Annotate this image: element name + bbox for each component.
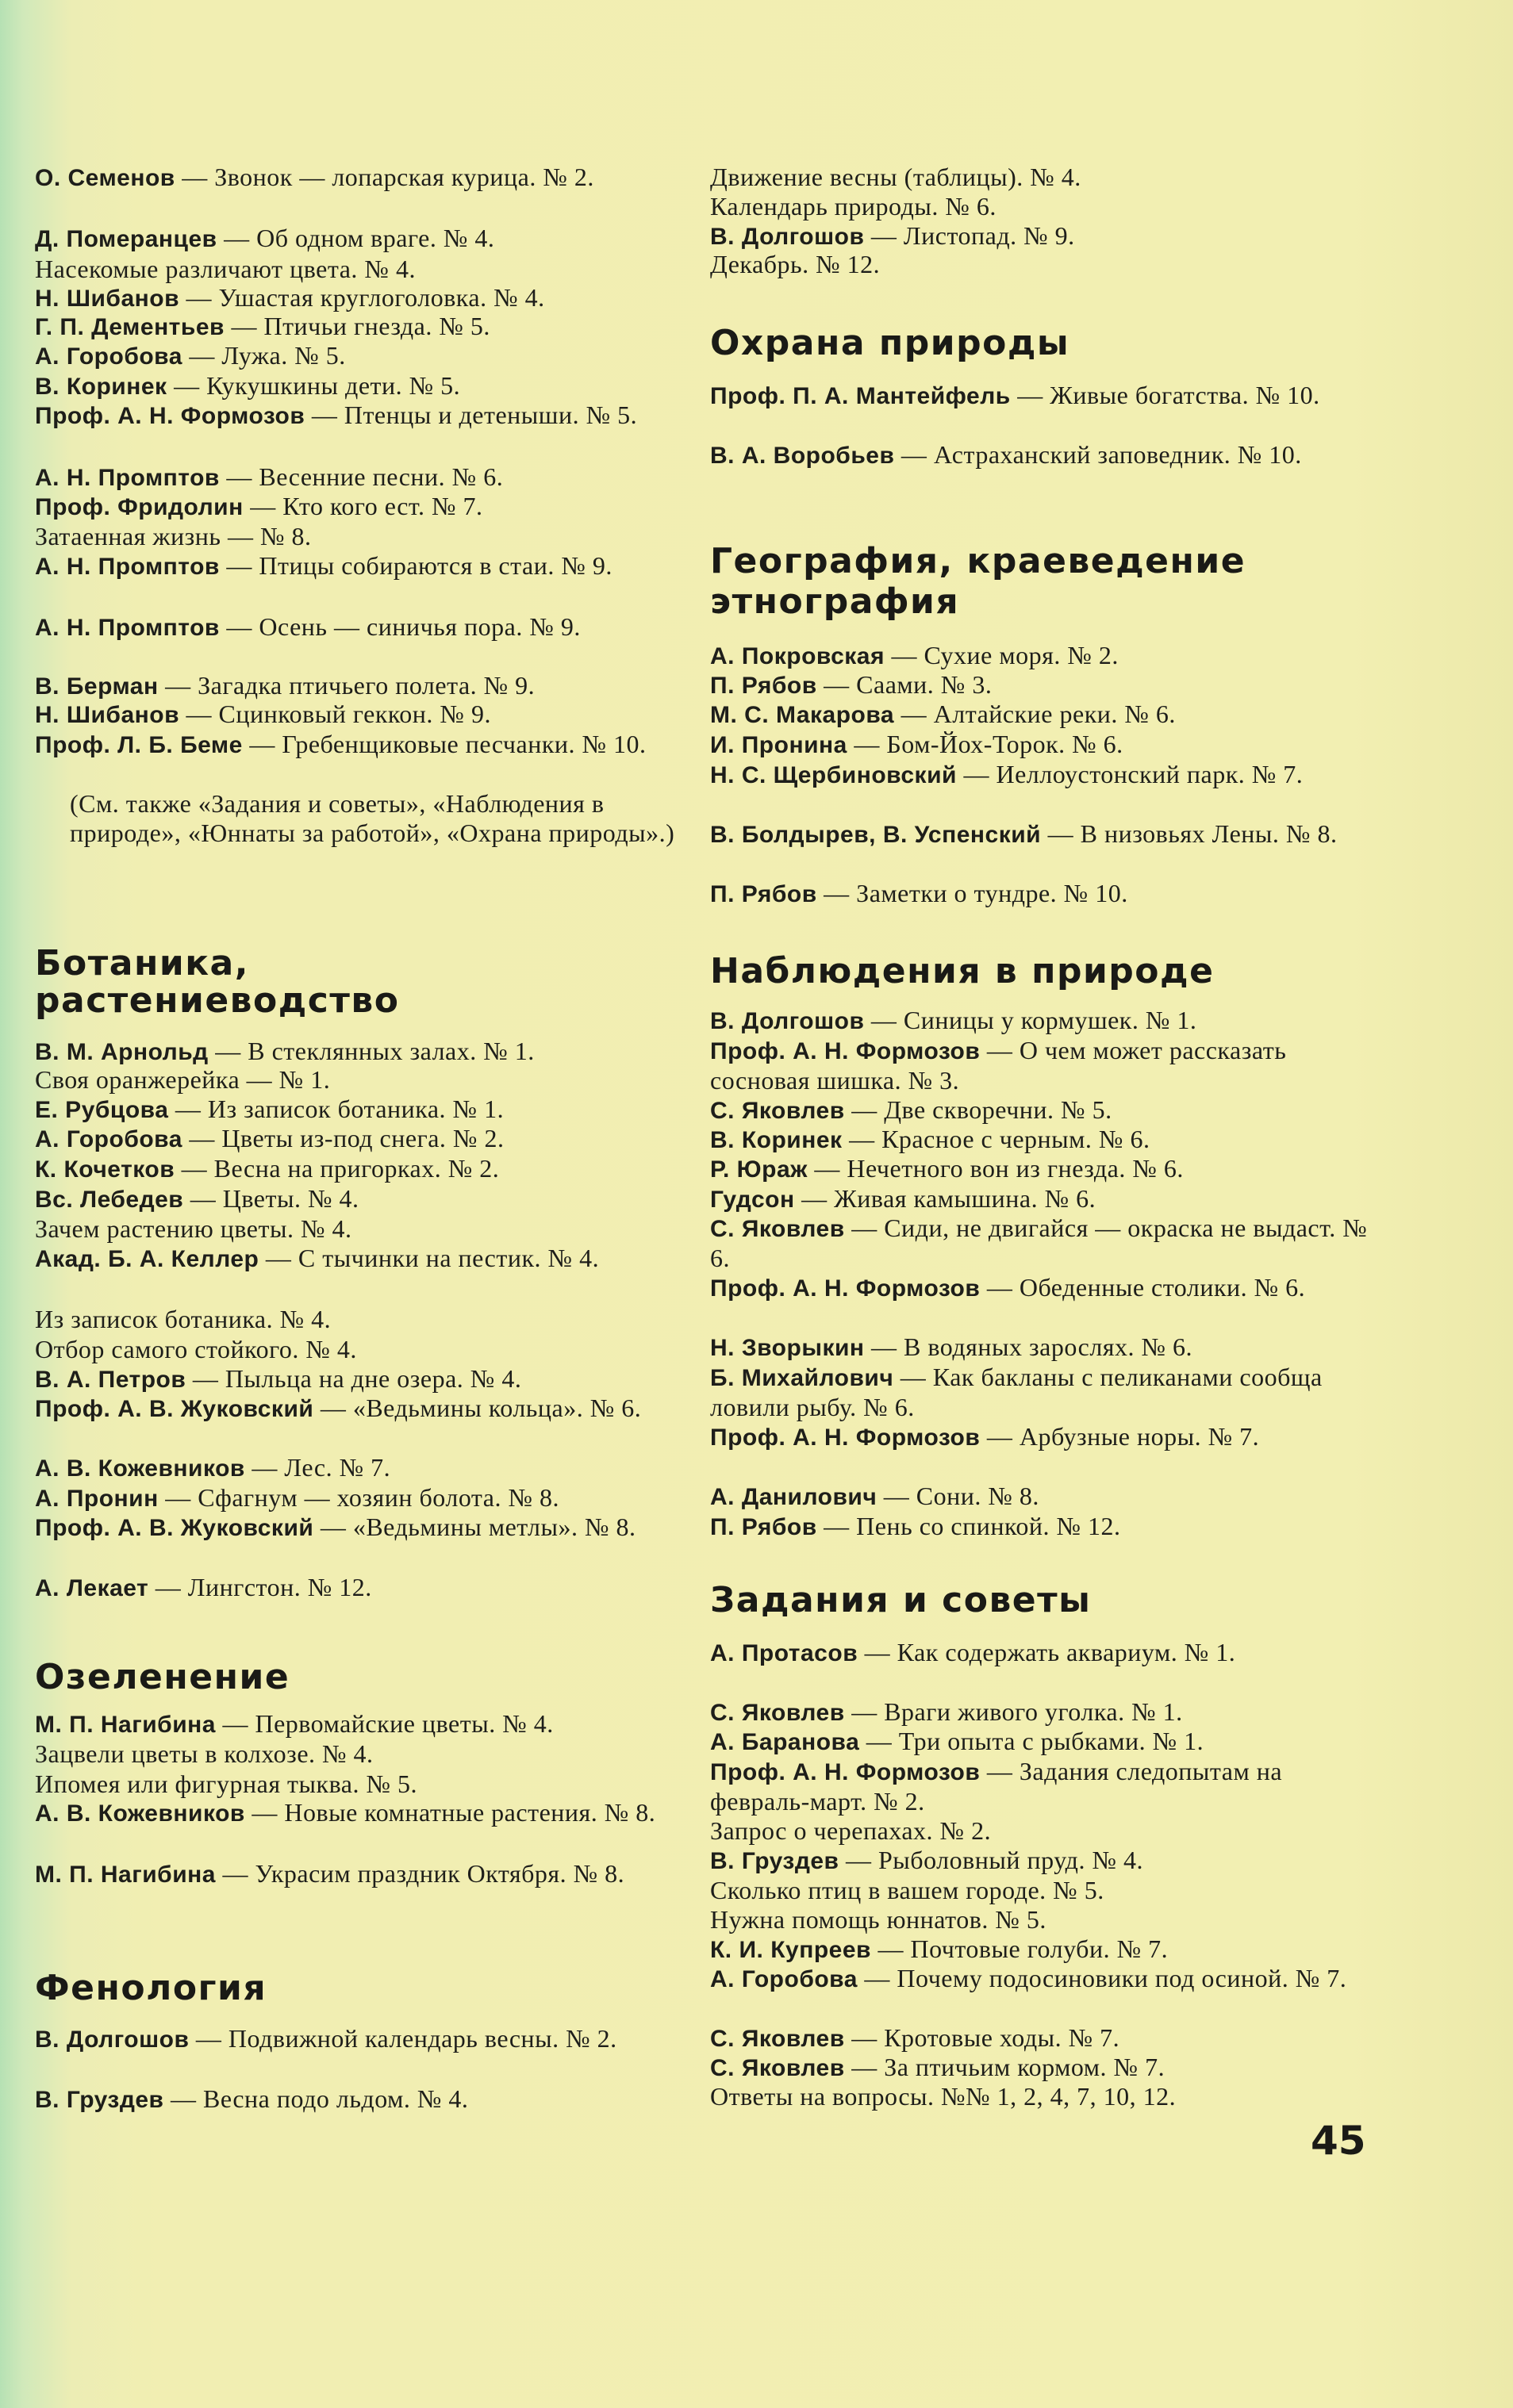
index-entry [710, 670, 1369, 700]
index-entry [710, 1184, 1369, 1214]
entry-author: В. А. Воробьев [710, 443, 895, 469]
entry-title: — Задания следопытам на февраль-март. № 2. [710, 1757, 1283, 1816]
page-number: 45 [1311, 2118, 1366, 2164]
entry-author: О. Семенов [35, 165, 175, 191]
section-heading: Ботаника, [35, 943, 249, 984]
entry-author: А. В. Кожевников [35, 1455, 245, 1482]
entry-title: — Лингстон. № 12. [148, 1573, 372, 1601]
index-entry [710, 760, 1369, 790]
index-entry [35, 671, 685, 701]
entry-title: — Живая камышина. № 6. [794, 1184, 1096, 1213]
entry-author: П. Рябов [710, 881, 817, 907]
entry-title: — Кукушкины дети. № 5. [167, 371, 461, 400]
section-heading: Охрана природы [710, 323, 1070, 363]
index-entry [35, 1859, 685, 1889]
index-entry [35, 1364, 685, 1394]
index-entry [710, 1816, 1369, 1846]
entry-title: — Сони. № 8. [877, 1482, 1039, 1510]
entry-title: — Рыболовный пруд. № 4. [839, 1846, 1143, 1874]
entry-author: А. Горобова [710, 1966, 858, 1992]
index-entry [35, 1573, 685, 1603]
entry-author: Акад. Б. А. Келлер [35, 1246, 259, 1272]
index-entry [35, 1394, 685, 1424]
entry-title: — Обеденные столики. № 6. [980, 1273, 1306, 1302]
index-entry [35, 2084, 685, 2115]
index-entry [710, 381, 1369, 411]
entry-title: — Алтайские реки. № 6. [894, 700, 1176, 728]
index-entry [710, 1422, 1369, 1452]
entry-title: — Как содержать аквариум. № 1. [858, 1638, 1236, 1666]
index-entry [710, 1964, 1369, 1994]
entry-title: — Почему подосиновики под осиной. № 7. [857, 1964, 1347, 1992]
index-entry [710, 641, 1369, 671]
index-entry [710, 1125, 1369, 1155]
index-entry [35, 1709, 685, 1739]
entry-author: К. И. Купреев [710, 1937, 871, 1963]
index-entry [710, 730, 1369, 760]
entry-title: Отбор самого стойкого. № 4. [35, 1335, 357, 1363]
entry-title: Запрос о черепахах. № 2. [710, 1816, 992, 1845]
entry-title: — О чем может рассказать сосновая шишка. № 3. [710, 1036, 1287, 1095]
entry-author: Проф. А. В. Жуковский [35, 1396, 314, 1422]
index-entry [35, 551, 685, 581]
entry-author: К. Кочетков [35, 1156, 175, 1183]
entry-author: Проф. А. Н. Формозов [35, 403, 305, 429]
index-entry [35, 341, 685, 371]
entry-title: — Новые комнатные растения. № 8. [244, 1798, 656, 1827]
index-entry [35, 163, 685, 193]
entry-title: Декабрь. № 12. [710, 250, 881, 278]
entry-author: М. С. Макарова [710, 702, 895, 728]
entry-author: Н. Зворыкин [710, 1335, 865, 1361]
entry-title: Зачем растению цветы. № 4. [35, 1214, 352, 1243]
index-entry [35, 371, 685, 401]
entry-title: Насекомые различают цвета. № 4. [35, 255, 416, 283]
index-entry [35, 283, 685, 313]
entry-author: А. Лекает [35, 1575, 149, 1601]
entry-title: — Из записок ботаника. № 1. [168, 1095, 505, 1123]
index-entry [710, 1638, 1369, 1668]
entry-author: Н. Шибанов [35, 286, 180, 312]
entry-title: — Гребенщиковые песчанки. № 10. [242, 730, 647, 758]
index-entry [710, 1154, 1369, 1184]
entry-title: — В низовьях Лены. № 8. [1041, 819, 1338, 848]
entry-title: (См. также «Задания и советы», «Наблюдения в природе», «Юннаты за работой», «Охрана природы».) [70, 789, 675, 847]
entry-author: В. Берман [35, 673, 159, 700]
entry-title: — Весна на пригорках. № 2. [175, 1154, 500, 1183]
entry-author: Д. Померанцев [35, 226, 217, 252]
index-entry [35, 522, 685, 551]
index-entry [710, 700, 1369, 730]
entry-title: — Заметки о тундре. № 10. [816, 879, 1128, 907]
entry-author: В. Долгошов [710, 224, 865, 250]
index-entry [710, 1697, 1369, 1727]
entry-author: А. Н. Промптов [35, 554, 220, 580]
entry-title: — Как бакланы с пеликанами сообща ловили рыбу. № 6. [710, 1363, 1323, 1421]
entry-author: А. Данилович [710, 1484, 877, 1510]
entry-author: В. Болдырев, В. Успенский [710, 822, 1042, 848]
section-heading: Задания и советы [710, 1580, 1092, 1620]
index-entry [35, 1065, 685, 1095]
section-heading: этнография [710, 581, 960, 622]
entry-title: — Весенние песни. № 6. [219, 462, 504, 491]
index-entry [35, 1095, 685, 1125]
index-entry [710, 221, 1369, 251]
index-entry [710, 1934, 1369, 1965]
entry-author: И. Пронина [710, 732, 847, 758]
entry-author: Проф. А. Н. Формозов [710, 1275, 981, 1302]
index-entry [35, 492, 685, 522]
index-entry [710, 250, 1369, 279]
index-entry [710, 1363, 1369, 1422]
index-entry [710, 1482, 1369, 1512]
entry-title: — Сиди, не двигайся — окраска не выдаст. № 6. [710, 1214, 1368, 1272]
index-entry [35, 1739, 685, 1769]
entry-title: — Об одном враге. № 4. [217, 224, 495, 252]
index-entry [710, 2082, 1369, 2111]
index-entry [35, 1154, 685, 1184]
index-entry [35, 789, 685, 848]
section-heading: География, краеведение [710, 541, 1246, 581]
entry-author: П. Рябов [710, 673, 817, 699]
entry-author: С. Яковлев [710, 2055, 845, 2081]
entry-title: — Саами. № 3. [816, 670, 993, 699]
entry-title: — Ушастая круглоголовка. № 4. [179, 283, 545, 312]
entry-title: Ответы на вопросы. №№ 1, 2, 4, 7, 10, 12. [710, 2082, 1177, 2111]
section-heading: Озеленение [35, 1657, 290, 1697]
entry-title: Движение весны (таблицы). № 4. [710, 163, 1081, 191]
entry-title: — Сцинковый геккон. № 9. [179, 700, 491, 728]
entry-title: — Сухие моря. № 2. [884, 641, 1119, 669]
entry-author: Гудсон [710, 1187, 795, 1213]
index-entry [35, 1124, 685, 1154]
entry-title: — Листопад. № 9. [864, 221, 1075, 250]
entry-title: — Первомайские цветы. № 4. [215, 1709, 554, 1738]
entry-title: — Цветы. № 4. [183, 1184, 359, 1213]
entry-title: — Почтовые голуби. № 7. [870, 1934, 1169, 1963]
entry-author: В. Коринек [35, 374, 167, 400]
index-entry [710, 2023, 1369, 2053]
index-entry [35, 730, 685, 760]
entry-title: — Синицы у кормушек. № 1. [864, 1006, 1197, 1034]
entry-title: — Лужа. № 5. [182, 341, 346, 370]
entry-title: — В водяных зарослях. № 6. [864, 1332, 1193, 1361]
index-entry [710, 819, 1369, 849]
entry-author: Проф. А. В. Жуковский [35, 1515, 314, 1541]
entry-title: Нужна помощь юннатов. № 5. [710, 1905, 1046, 1934]
entry-author: В. Долгошов [35, 2026, 190, 2053]
entry-title: — Загадка птичьего полета. № 9. [158, 671, 536, 700]
entry-author: В. А. Петров [35, 1367, 186, 1393]
entry-title: Своя оранжерейка — № 1. [35, 1065, 331, 1094]
entry-author: Г. П. Дементьев [35, 314, 225, 340]
entry-author: А. Н. Промптов [35, 465, 220, 491]
entry-author: М. П. Нагибина [35, 1712, 216, 1738]
entry-author: Проф. Фридолин [35, 494, 244, 520]
entry-title: — Пень со спинкой. № 12. [816, 1512, 1121, 1540]
entry-author: А. Покровская [710, 643, 885, 669]
index-entry [710, 1006, 1369, 1036]
entry-title: — Птичьи гнезда. № 5. [224, 312, 490, 340]
entry-author: Вс. Лебедев [35, 1187, 184, 1213]
entry-author: Н. С. Щербиновский [710, 762, 957, 788]
entry-title: — Сфагнум — хозяин болота. № 8. [158, 1483, 559, 1512]
index-entry [35, 401, 685, 431]
index-entry [710, 1512, 1369, 1542]
entry-author: Проф. А. Н. Формозов [710, 1759, 981, 1785]
index-entry [35, 2024, 685, 2054]
entry-title: — Птенцы и детеныши. № 5. [305, 401, 638, 429]
entry-author: С. Яковлев [710, 1216, 845, 1242]
entry-title: — Украсим праздник Октября. № 8. [215, 1859, 625, 1888]
index-entry [35, 612, 685, 642]
entry-title: Сколько птиц в вашем городе. № 5. [710, 1876, 1104, 1904]
index-entry [710, 1727, 1369, 1757]
entry-title: — Нечетного вон из гнезда. № 6. [807, 1154, 1184, 1183]
entry-title: — «Ведьмины метлы». № 8. [313, 1513, 636, 1541]
entry-author: Р. Юраж [710, 1156, 808, 1183]
entry-title: — Осень — синичья пора. № 9. [219, 612, 581, 641]
section-heading: Фенология [35, 1968, 267, 2008]
entry-author: Проф. А. Н. Формозов [710, 1424, 981, 1451]
entry-author: А. Баранова [710, 1729, 860, 1755]
entry-author: В. Долгошов [710, 1008, 865, 1034]
entry-author: А. Пронин [35, 1486, 159, 1512]
entry-title: — Арбузные норы. № 7. [980, 1422, 1260, 1451]
entry-author: П. Рябов [710, 1514, 817, 1540]
index-entry [710, 1332, 1369, 1363]
index-entry [35, 1335, 685, 1364]
entry-author: В. Коринек [710, 1127, 843, 1153]
index-entry [35, 1244, 685, 1274]
entry-title: Ипомея или фигурная тыква. № 5. [35, 1770, 417, 1798]
entry-title: — Птицы собираются в стаи. № 9. [219, 551, 612, 580]
index-entry [710, 879, 1369, 909]
entry-author: А. Н. Промптов [35, 615, 220, 641]
index-entry [35, 255, 685, 284]
index-entry [35, 1214, 685, 1244]
entry-title: — Астраханский заповедник. № 10. [894, 440, 1302, 469]
index-entry [35, 1798, 685, 1828]
index-entry [710, 440, 1369, 470]
entry-title: Из записок ботаника. № 4. [35, 1305, 332, 1333]
index-entry [35, 1483, 685, 1513]
index-entry [710, 1846, 1369, 1876]
index-entry [710, 163, 1369, 192]
entry-author: Н. Шибанов [35, 702, 180, 728]
index-entry [710, 1757, 1369, 1816]
index-entry [35, 1305, 685, 1334]
entry-title: — Лес. № 7. [244, 1453, 391, 1482]
entry-author: Проф. Л. Б. Беме [35, 732, 243, 758]
index-entry [710, 1036, 1369, 1095]
entry-author: Проф. А. Н. Формозов [710, 1038, 981, 1064]
entry-author: А. В. Кожевников [35, 1800, 245, 1827]
entry-title: — С тычинки на пестик. № 4. [259, 1244, 600, 1272]
entry-author: В. М. Арнольд [35, 1039, 209, 1065]
entry-title: — Цветы из-под снега. № 2. [182, 1124, 505, 1152]
entry-title: — Иеллоустонский парк. № 7. [956, 760, 1304, 788]
index-entry [35, 1513, 685, 1543]
entry-author: А. Горобова [35, 1126, 182, 1152]
index-entry [710, 1273, 1369, 1303]
index-entry [710, 1095, 1369, 1125]
entry-title: — Пыльца на дне озера. № 4. [186, 1364, 522, 1393]
index-entry [710, 1905, 1369, 1934]
section-heading: Наблюдения в природе [710, 951, 1215, 991]
index-entry [710, 1876, 1369, 1905]
entry-author: А. Протасов [710, 1640, 858, 1666]
entry-title: — Бом-Йох-Торок. № 6. [847, 730, 1123, 758]
entry-title: — Весна подо льдом. № 4. [163, 2084, 469, 2113]
entry-title: — Звонок — лопарская курица. № 2. [175, 163, 594, 191]
entry-author: С. Яковлев [710, 1098, 845, 1124]
index-entry [35, 1770, 685, 1799]
entry-author: А. Горобова [35, 343, 182, 370]
entry-title: — За птичьим кормом. № 7. [844, 2053, 1165, 2081]
index-entry [35, 312, 685, 342]
entry-title: Календарь природы. № 6. [710, 192, 997, 220]
entry-author: М. П. Нагибина [35, 1862, 216, 1888]
index-entry [35, 1037, 685, 1067]
entry-title: Затаенная жизнь — № 8. [35, 522, 312, 550]
entry-title: — Подвижной календарь весны. № 2. [189, 2024, 617, 2053]
entry-title: — Три опыта с рыбками. № 1. [859, 1727, 1204, 1755]
entry-author: С. Яковлев [710, 2026, 845, 2052]
entry-title: — В стеклянных залах. № 1. [208, 1037, 535, 1065]
index-entry [710, 2053, 1369, 2083]
index-entry [35, 700, 685, 730]
entry-title: — «Ведьмины кольца». № 6. [313, 1394, 642, 1422]
index-entry [35, 462, 685, 493]
entry-title: — Кротовые ходы. № 7. [844, 2023, 1120, 2052]
entry-title: — Две скворечни. № 5. [844, 1095, 1112, 1124]
index-entry [710, 192, 1369, 221]
entry-title: — Живые богатства. № 10. [1010, 381, 1320, 409]
section-heading: растениеводство [35, 980, 400, 1021]
entry-title: Зацвели цветы в колхозе. № 4. [35, 1739, 374, 1768]
entry-title: — Враги живого уголка. № 1. [844, 1697, 1183, 1726]
entry-author: Е. Рубцова [35, 1097, 169, 1123]
entry-author: В. Груздев [710, 1848, 839, 1874]
entry-author: Б. Михайлович [710, 1365, 894, 1391]
entry-title: — Кто кого ест. № 7. [243, 492, 483, 520]
entry-author: Проф. П. А. Мантейфель [710, 383, 1011, 409]
entry-title: — Красное с черным. № 6. [842, 1125, 1150, 1153]
index-entry [35, 1453, 685, 1483]
index-entry [35, 1184, 685, 1214]
index-entry [35, 224, 685, 254]
index-entry [710, 1214, 1369, 1273]
entry-author: В. Груздев [35, 2087, 164, 2113]
entry-author: С. Яковлев [710, 1700, 845, 1726]
